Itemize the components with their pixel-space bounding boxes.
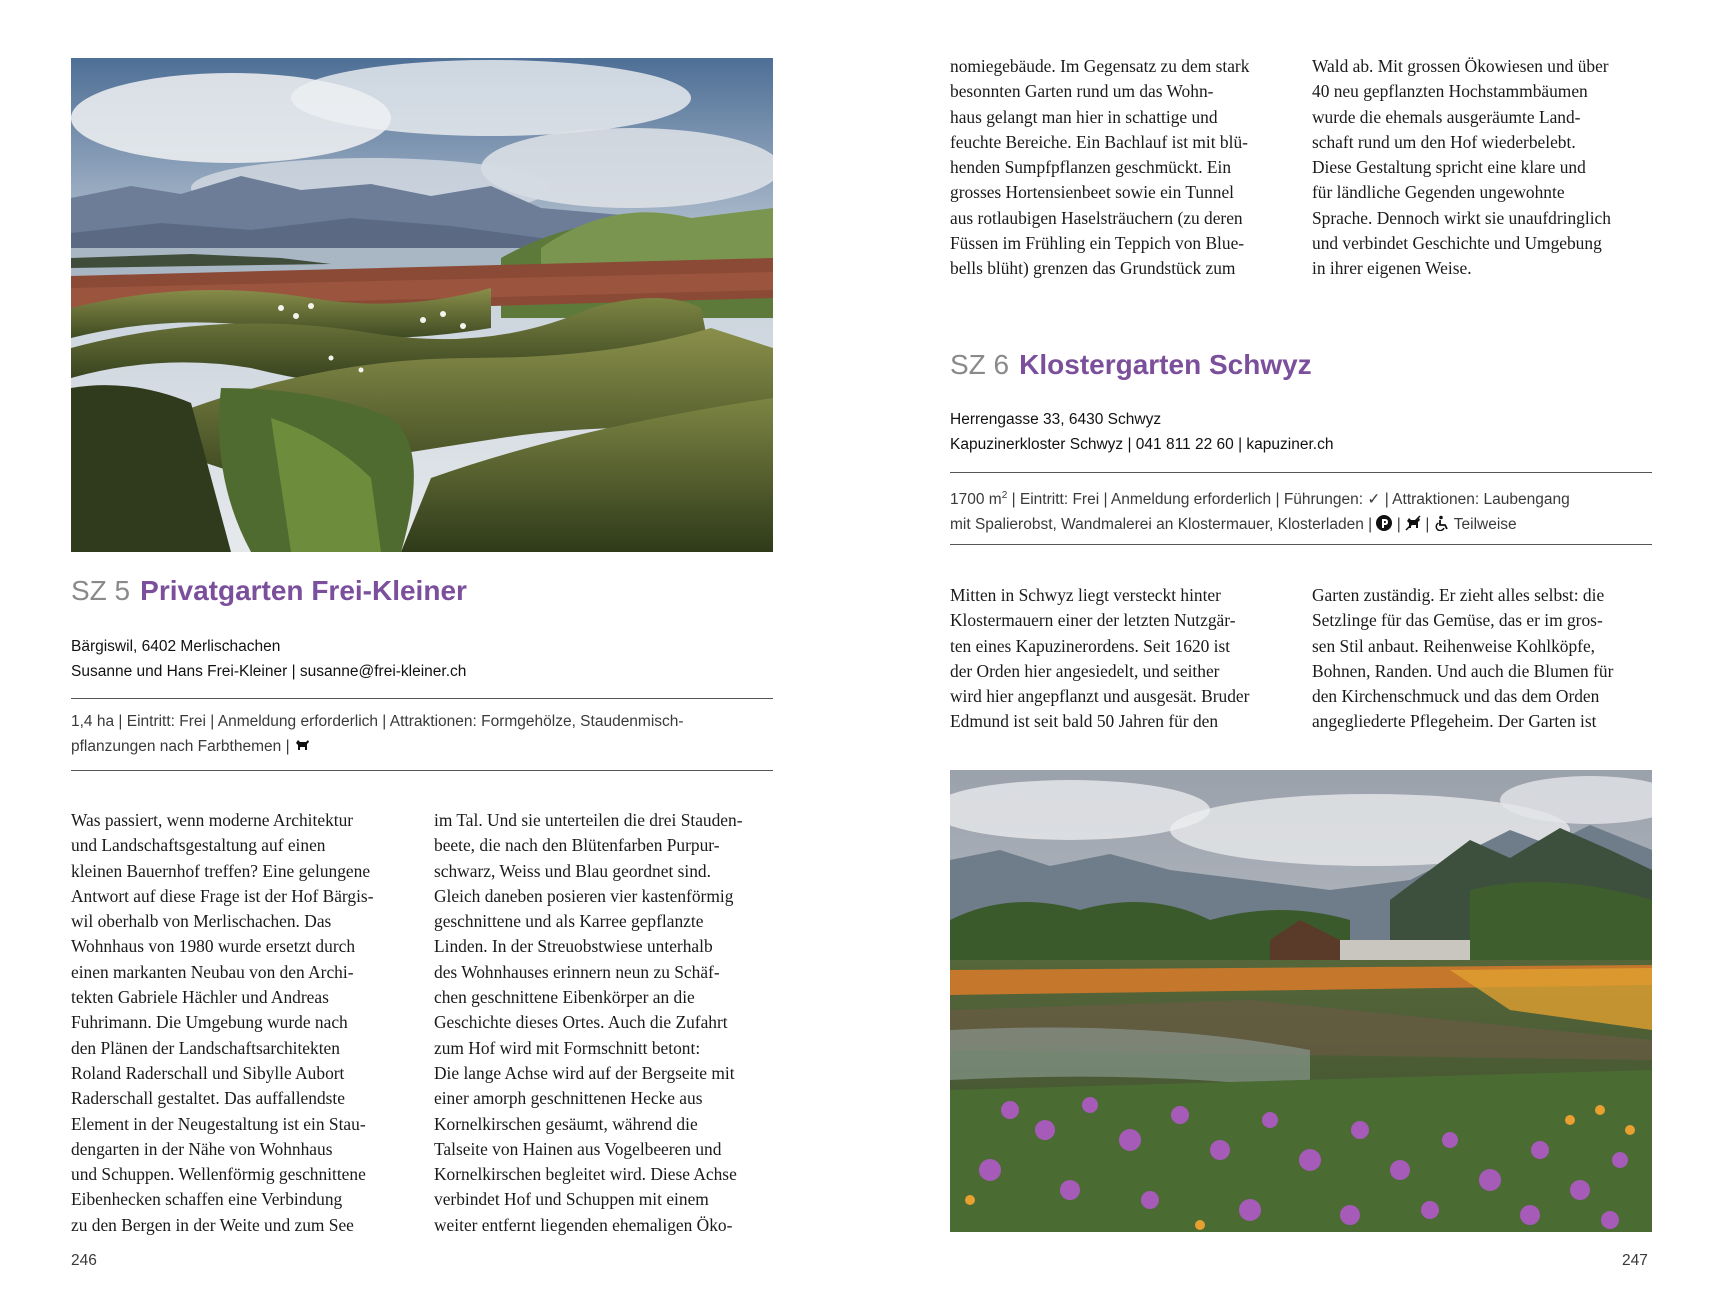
text-line: Die lange Achse wird auf der Bergseite mit (434, 1062, 735, 1083)
text-line: aus rotlaubigen Haselsträuchern (zu deren (950, 207, 1243, 228)
text-line: Sprache. Dennoch wirkt sie unaufdringlich (1312, 207, 1611, 228)
entry-code: SZ 6 (950, 349, 1010, 380)
text-line: Talseite von Hainen aus Vogelbeeren und (434, 1138, 722, 1159)
entry-info-line2: mit Spalierobst, Wandmalerei an Klostermauer, Klosterladen | (950, 516, 1373, 534)
body-column-1 (71, 808, 374, 1238)
entry-info-line1: | Eintritt: Frei | Anmeldung erforderlich | Führungen: ✓ | Attraktionen: Laubengang (1007, 491, 1570, 509)
entry-address: Herrengasse 33, 6430 Schwyz (950, 411, 1162, 428)
text-line: bells blüht) grenzen das Grundstück zum (950, 258, 1236, 279)
text-line: und Landschaftsgestaltung auf einen (71, 835, 326, 856)
text-line: und Schuppen. Wellenförmig geschnittene (71, 1164, 366, 1185)
text-line: Was passiert, wenn moderne Architektur (71, 810, 354, 830)
entry-address-block (950, 407, 1333, 457)
text-line: Kornelkirschen gesäumt, während die (434, 1113, 698, 1134)
divider-top (950, 472, 1652, 473)
text-line: beete, die nach den Blütenfarben Purpur- (434, 835, 720, 856)
entry-info: 1700 $m^2$ | Eintritt: Frei | Anmeldung erforderlich | Führungen: ✓ | Attraktionen: Laubengang mit Spalierobst, Wandmalerei an Klostermauer, Klosterladen | | | Teilweise (950, 490, 1570, 534)
text-line: Garten zuständig. Er zieht alles selbst: die (1312, 585, 1605, 605)
text-line: weiter entfernt liegenden ehemaligen Öko- (434, 1214, 733, 1235)
text-line: sen Stil anbaut. Reihenweise Kohlköpfe, (1312, 635, 1596, 656)
entry-title-sz5 (71, 574, 467, 608)
text-line: einer amorph geschnittenen Hecke aus (434, 1088, 703, 1109)
divider-bottom (950, 544, 1652, 545)
entry-address-block (71, 634, 466, 684)
text-line: ten eines Kapuzinerordens. Seit 1620 ist (950, 635, 1231, 656)
text-line: verbindet Hof und Schuppen mit einem (434, 1189, 709, 1210)
text-line: Geschichte dieses Ortes. Auch die Zufahrt (434, 1012, 728, 1033)
text-line: Wohnhaus von 1980 wurde ersetzt durch (71, 936, 356, 957)
text-line: henden Sumpfpflanzen geschmückt. Ein (950, 157, 1232, 178)
text-line: haus gelangt man hier in schattige und (950, 106, 1218, 127)
text-line: einen markanten Neubau von den Archi- (71, 961, 354, 982)
entry-address: Bärgiswil, 6402 Merlischachen (71, 638, 281, 655)
text-line: tekten Gabriele Hächler und Andreas (71, 987, 329, 1008)
garden-hedges-photo (71, 58, 773, 552)
text-line: des Wohnhauses erinnern neun zu Schäf- (434, 961, 720, 982)
text-line: schwarz, Weiss und Blau geordnet sind. (434, 860, 711, 881)
text-line: und verbindet Geschichte und Umgebung (1312, 233, 1602, 254)
left-page (0, 0, 856, 1299)
text-line: Raderschall gestaltet. Das auffallendste (71, 1088, 345, 1109)
text-line: Mitten in Schwyz liegt versteckt hinter (950, 585, 1221, 605)
text-line: Linden. In der Streuobstwiese unterhalb (434, 936, 713, 957)
text-line: grosses Hortensienbeet sowie ein Tunnel (950, 182, 1235, 203)
text-line: Antwort auf diese Frage ist der Hof Bärgis- (71, 885, 374, 906)
text-line: Setzlinge für das Gemüse, das er im gros- (1312, 610, 1603, 631)
text-line: der Orden hier angesiedelt, und seither (950, 660, 1220, 681)
page-number: 247 (1622, 1252, 1648, 1269)
text-line: Bohnen, Randen. Und auch die Blumen für (1312, 660, 1614, 681)
text-line: Klostermauern einer der letzten Nutzgär- (950, 610, 1236, 631)
text-line: den Kirchenschmuck und das dem Orden (1312, 686, 1600, 707)
text-line: besonnten Garten rund um das Wohn- (950, 81, 1214, 102)
text-line: dengarten in der Nähe von Wohnhaus (71, 1138, 333, 1159)
text-line: schaft rund um den Hof wiederbelebt. (1312, 131, 1576, 152)
text-line: geschnittene und als Karree gepflanzte (434, 911, 704, 932)
accessibility-level: Teilweise (1453, 516, 1517, 534)
text-line: Fuhrimann. Die Umgebung wurde nach (71, 1012, 348, 1033)
divider-top (71, 698, 773, 699)
continued-column-2 (1312, 54, 1611, 282)
text-line: Element in der Neugestaltung ist ein Stau- (71, 1113, 366, 1134)
entry-info-line1: 1,4 ha | Eintritt: Frei | Anmeldung erforderlich | Attraktionen: Formgehölze, Staudenmisch- (71, 713, 684, 730)
page-number: 246 (71, 1252, 97, 1269)
body-column-2 (1312, 583, 1613, 735)
text-line: Eibenhecken schaffen eine Verbindung (71, 1189, 343, 1210)
text-line: 40 neu gepflanzten Hochstammbäumen (1312, 81, 1588, 102)
text-line: Füssen im Frühling ein Teppich von Blue- (950, 233, 1245, 254)
text-line: zu den Bergen in der Weite und zum See (71, 1214, 354, 1235)
dog-icon (294, 736, 310, 752)
right-page (857, 0, 1713, 1299)
entry-code: SZ 5 (71, 575, 131, 606)
text-line: wurde die ehemals ausgeräumte Land- (1312, 106, 1581, 127)
text-line: Kornelkirschen begleitet wird. Diese Achse (434, 1164, 737, 1185)
text-line: Roland Raderschall und Sibylle Aubort (71, 1062, 345, 1083)
monastery-garden-photo (950, 770, 1652, 1232)
text-line: Wald ab. Mit grossen Ökowiesen und über (1312, 56, 1609, 76)
divider-bottom (71, 770, 773, 771)
entry-info-area: 1700 m (950, 491, 1002, 509)
continued-column-1 (950, 54, 1249, 282)
dog-icon (1405, 514, 1421, 530)
parking-icon (1376, 514, 1392, 530)
text-line: im Tal. Und sie unterteilen die drei Stauden- (434, 810, 743, 830)
entry-contact: Kapuzinerkloster Schwyz | 041 811 22 60 | kapuziner.ch (950, 436, 1334, 453)
entry-name: Klostergarten Schwyz (1019, 349, 1312, 380)
text-line: zum Hof wird mit Formschnitt betont: (434, 1037, 701, 1058)
entry-info-line2: pflanzungen nach Farbthemen | (71, 738, 290, 755)
text-line: feuchte Bereiche. Ein Bachlauf ist mit blü- (950, 131, 1248, 152)
wheelchair-icon (1434, 514, 1450, 530)
entry-name: Privatgarten Frei-Kleiner (140, 575, 467, 606)
text-line: nomiegebäude. Im Gegensatz zu dem stark (950, 56, 1250, 76)
entry-info (71, 709, 773, 759)
text-line: kleinen Bauernhof treffen? Eine gelungene (71, 860, 371, 881)
entry-contact: Susanne und Hans Frei-Kleiner | susanne@frei-kleiner.ch (71, 663, 467, 680)
text-line: wird hier angepflanzt und ausgesät. Bruder (950, 686, 1250, 707)
text-line: den Plänen der Landschaftsarchitekten (71, 1037, 340, 1058)
text-line: chen geschnittene Eibenkörper an die (434, 987, 695, 1008)
entry-title-sz6 (950, 348, 1312, 382)
text-line: Diese Gestaltung spricht eine klare und (1312, 157, 1586, 178)
text-line: für ländliche Gegenden ungewohnte (1312, 182, 1565, 203)
text-line: Gleich daneben posieren vier kastenförmig (434, 885, 734, 906)
text-line: in ihrer eigenen Weise. (1312, 258, 1472, 279)
text-line: Edmund ist seit bald 50 Jahren für den (950, 711, 1219, 732)
text-line: angegliederte Pflegeheim. Der Garten ist (1312, 711, 1597, 732)
body-column-1 (950, 583, 1249, 735)
text-line: wil oberhalb von Merlischachen. Das (71, 911, 332, 932)
entry-info-area-unit-sup: 2 (1001, 490, 1008, 501)
body-column-2 (434, 808, 743, 1238)
